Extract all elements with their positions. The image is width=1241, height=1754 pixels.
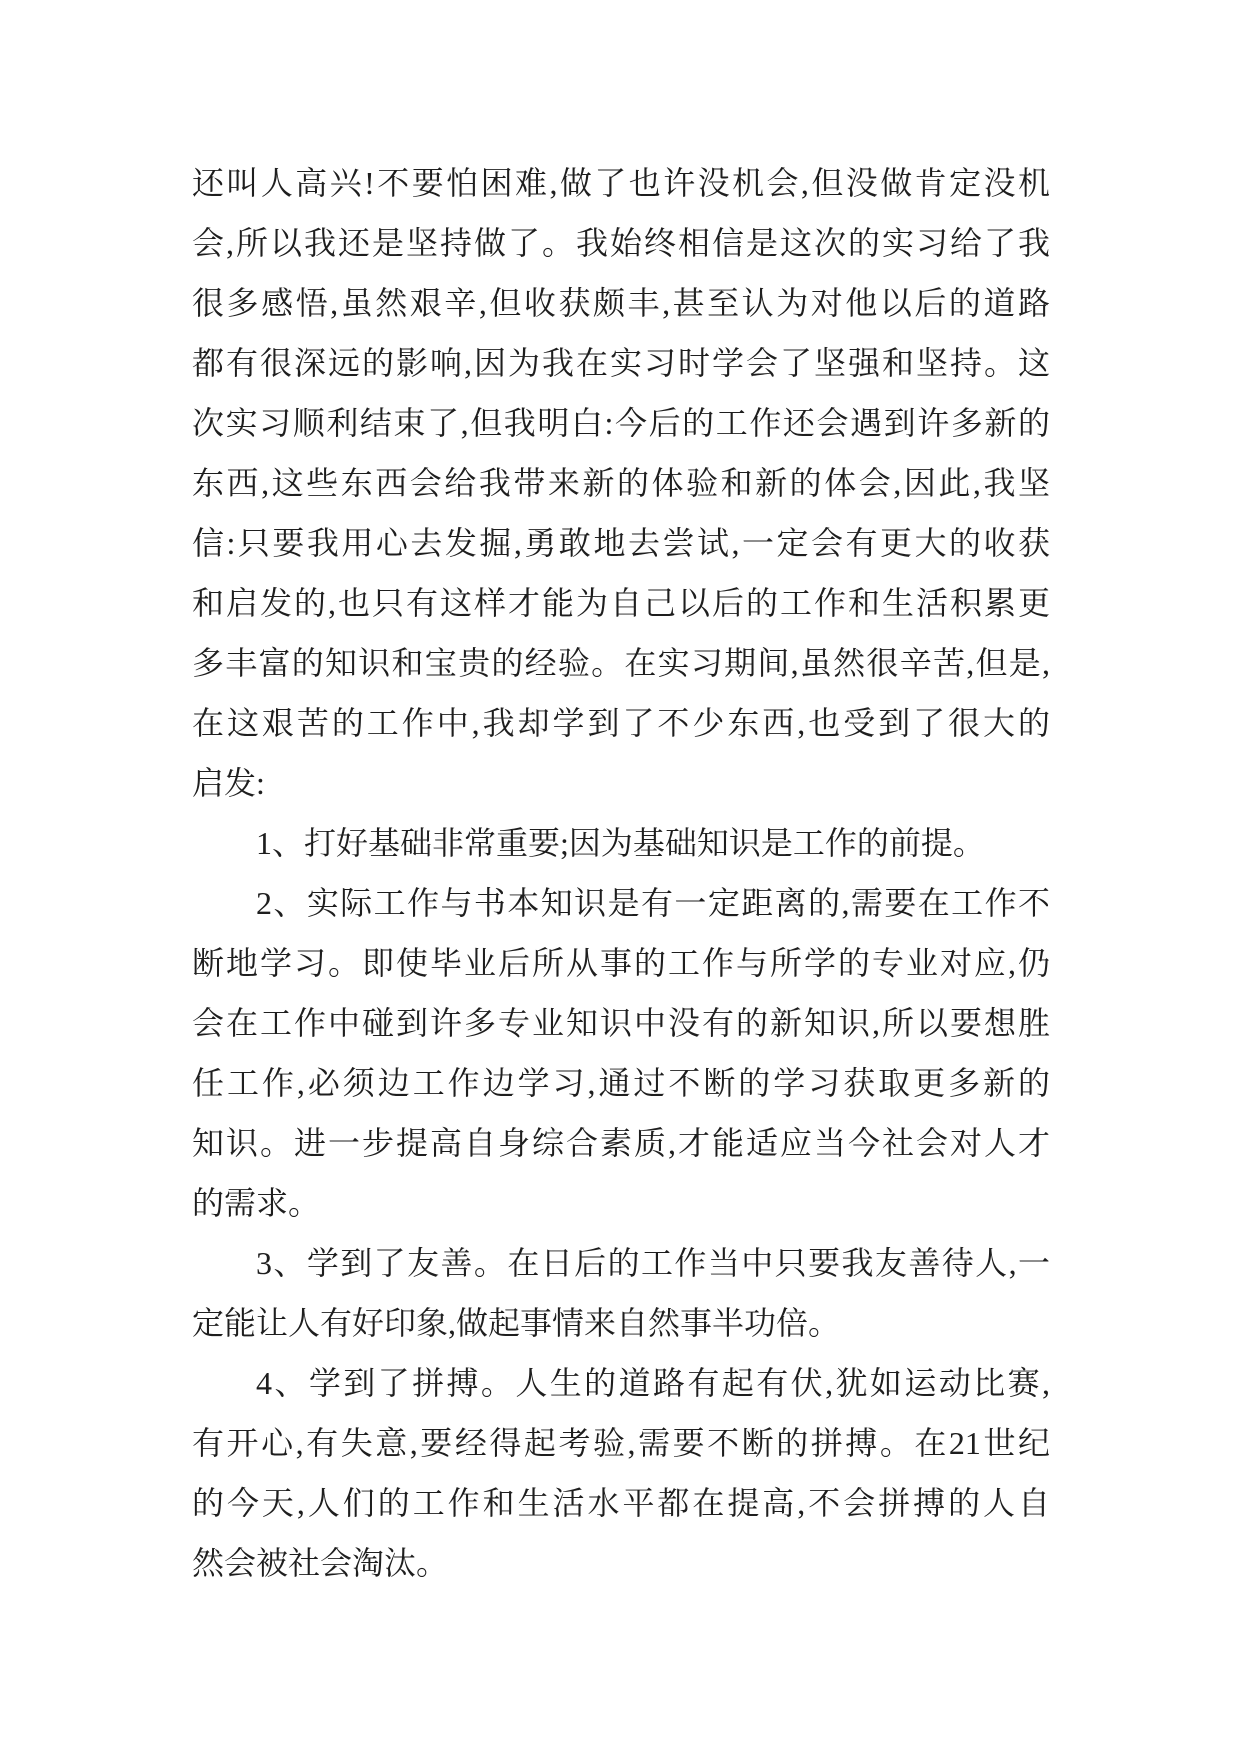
list-item-4 <box>192 1353 1050 1593</box>
text-line: 任工作,必须边工作边学习,通过不断的学习获取更多新的 <box>192 1065 1050 1101</box>
text-line: 有开心,有失意,要经得起考验,需要不断的拼搏。在21世纪 <box>192 1425 1050 1461</box>
text-line: 在这艰苦的工作中,我却学到了不少东西,也受到了很大的 <box>192 705 1050 741</box>
text-line: 信:只要我用心去发掘,勇敢地去尝试,一定会有更大的收获 <box>192 525 1050 561</box>
text-line: 会,所以我还是坚持做了。我始终相信是这次的实习给了我 <box>192 225 1050 261</box>
text-line: 东西,这些东西会给我带来新的体验和新的体会,因此,我坚 <box>192 465 1050 501</box>
text-line: 3、学到了友善。在日后的工作当中只要我友善待人,一 <box>256 1245 1050 1281</box>
text-line: 1、打好基础非常重要;因为基础知识是工作的前提。 <box>256 825 985 861</box>
body-text <box>192 153 1050 1593</box>
text-line: 的需求。 <box>192 1185 321 1221</box>
text-line: 知识。进一步提高自身综合素质,才能适应当今社会对人才 <box>192 1125 1050 1161</box>
text-line: 然会被社会淘汰。 <box>192 1545 449 1581</box>
text-line: 断地学习。即使毕业后所从事的工作与所学的专业对应,仍 <box>192 945 1050 981</box>
text-line: 4、学到了拼搏。人生的道路有起有伏,犹如运动比赛, <box>256 1365 1050 1401</box>
text-line: 和启发的,也只有这样才能为自己以后的工作和生活积累更 <box>192 585 1050 621</box>
list-item-1 <box>192 813 1050 873</box>
text-line: 很多感悟,虽然艰辛,但收获颇丰,甚至认为对他以后的道路 <box>192 285 1050 321</box>
text-line: 2、实际工作与书本知识是有一定距离的,需要在工作不 <box>256 885 1050 921</box>
text-line: 多丰富的知识和宝贵的经验。在实习期间,虽然很辛苦,但是, <box>192 645 1050 681</box>
text-line: 还叫人高兴!不要怕困难,做了也许没机会,但没做肯定没机 <box>192 165 1050 201</box>
text-line: 定能让人有好印象,做起事情来自然事半功倍。 <box>192 1305 841 1341</box>
text-line: 的今天,人们的工作和生活水平都在提高,不会拼搏的人自 <box>192 1485 1050 1521</box>
text-line: 会在工作中碰到许多专业知识中没有的新知识,所以要想胜 <box>192 1005 1050 1041</box>
paragraph-continuation <box>192 153 1050 813</box>
list-item-2 <box>192 873 1050 1233</box>
text-line: 都有很深远的影响,因为我在实习时学会了坚强和坚持。这 <box>192 345 1050 381</box>
list-item-3 <box>192 1233 1050 1353</box>
text-line: 次实习顺利结束了,但我明白:今后的工作还会遇到许多新的 <box>192 405 1050 441</box>
text-line: 启发: <box>192 765 265 801</box>
